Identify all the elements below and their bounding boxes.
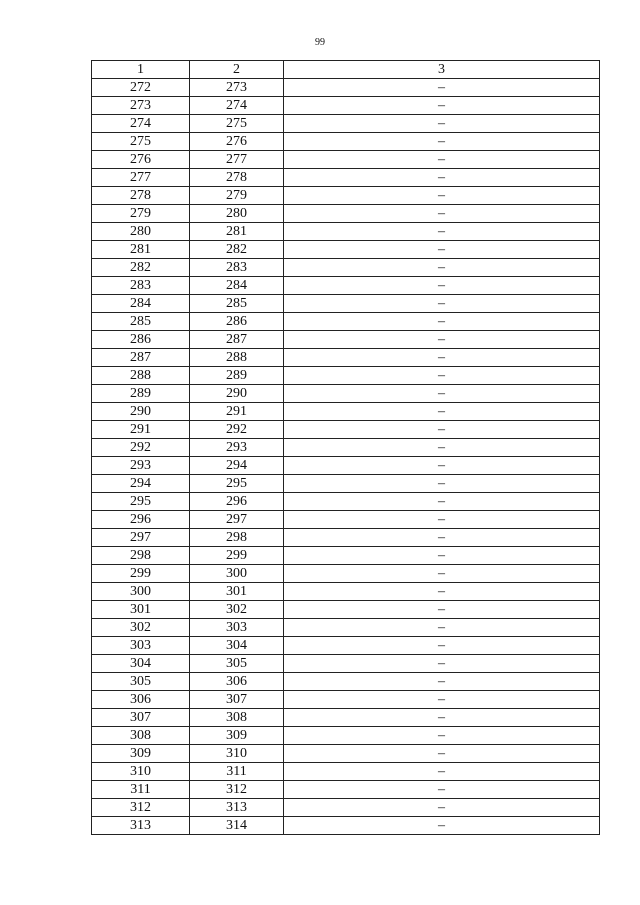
table-cell-col-1: 295 <box>92 493 190 511</box>
table-row <box>92 511 600 529</box>
table-row <box>92 169 600 187</box>
table-cell-col-3: – <box>284 259 600 277</box>
table-cell-col-3: – <box>284 331 600 349</box>
table-cell-col-1: 275 <box>92 133 190 151</box>
table-cell-col-1: 309 <box>92 745 190 763</box>
table-cell-col-2: 283 <box>190 259 284 277</box>
table-row <box>92 691 600 709</box>
table-cell-col-2: 278 <box>190 169 284 187</box>
table-cell-col-2: 310 <box>190 745 284 763</box>
table-cell-col-2: 309 <box>190 727 284 745</box>
table-cell-col-1: 287 <box>92 349 190 367</box>
table-row <box>92 97 600 115</box>
table-cell-col-3: – <box>284 313 600 331</box>
table-cell-col-3: – <box>284 511 600 529</box>
table-row <box>92 457 600 475</box>
table-row <box>92 349 600 367</box>
table-cell-col-2: 302 <box>190 601 284 619</box>
data-table <box>91 60 600 835</box>
table-cell-col-3: – <box>284 97 600 115</box>
table-cell-col-3: – <box>284 187 600 205</box>
table-cell-col-3: – <box>284 115 600 133</box>
table-cell-col-2: 308 <box>190 709 284 727</box>
table-cell-col-2: 276 <box>190 133 284 151</box>
table-row <box>92 619 600 637</box>
table-cell-col-1: 296 <box>92 511 190 529</box>
table-cell-col-2: 300 <box>190 565 284 583</box>
table-cell-col-2: 284 <box>190 277 284 295</box>
table-cell-col-1: 308 <box>92 727 190 745</box>
table-cell-col-3: – <box>284 349 600 367</box>
table-cell-col-3: – <box>284 745 600 763</box>
table-cell-col-1: 284 <box>92 295 190 313</box>
table-cell-col-3: – <box>284 799 600 817</box>
table-cell-col-3: – <box>284 619 600 637</box>
page-number: 99 <box>315 37 325 48</box>
table-cell-col-1: 290 <box>92 403 190 421</box>
table-row <box>92 493 600 511</box>
table-cell-col-2: 303 <box>190 619 284 637</box>
table-cell-col-3: – <box>284 727 600 745</box>
table-cell-col-2: 311 <box>190 763 284 781</box>
table-row <box>92 655 600 673</box>
table-row <box>92 151 600 169</box>
table-row <box>92 367 600 385</box>
table-cell-col-2: 304 <box>190 637 284 655</box>
table-cell-col-3: – <box>284 601 600 619</box>
table-cell-col-2: 314 <box>190 817 284 835</box>
table-row <box>92 133 600 151</box>
table-cell-col-1: 306 <box>92 691 190 709</box>
table-cell-col-1: 294 <box>92 475 190 493</box>
table-cell-col-2: 297 <box>190 511 284 529</box>
table-cell-col-1: 300 <box>92 583 190 601</box>
table-row <box>92 601 600 619</box>
table-cell-col-2: 273 <box>190 79 284 97</box>
table-row <box>92 637 600 655</box>
table-cell-col-1: 279 <box>92 205 190 223</box>
table-cell-col-2: 291 <box>190 403 284 421</box>
table-cell-col-3: – <box>284 133 600 151</box>
table-row <box>92 421 600 439</box>
table-row <box>92 115 600 133</box>
table-cell-col-3: – <box>284 169 600 187</box>
table-cell-col-1: 304 <box>92 655 190 673</box>
table-cell-col-2: 286 <box>190 313 284 331</box>
table-cell-col-3: – <box>284 295 600 313</box>
table-row <box>92 799 600 817</box>
table-cell-col-3: – <box>284 763 600 781</box>
table-cell-col-2: 299 <box>190 547 284 565</box>
table-row <box>92 223 600 241</box>
table-cell-col-3: – <box>284 475 600 493</box>
table-row <box>92 259 600 277</box>
table-cell-col-2: 290 <box>190 385 284 403</box>
table-cell-col-1: 273 <box>92 97 190 115</box>
table-cell-col-1: 292 <box>92 439 190 457</box>
table-cell-col-1: 303 <box>92 637 190 655</box>
table-cell-col-1: 305 <box>92 673 190 691</box>
table-cell-col-1: 285 <box>92 313 190 331</box>
table-row <box>92 277 600 295</box>
table-cell-col-3: – <box>284 691 600 709</box>
table-cell-col-3: – <box>284 385 600 403</box>
table-cell-col-2: 313 <box>190 799 284 817</box>
table-cell-col-2: 301 <box>190 583 284 601</box>
table-cell-col-2: 281 <box>190 223 284 241</box>
table-cell-col-3: – <box>284 79 600 97</box>
table-cell-col-2: 277 <box>190 151 284 169</box>
table-cell-col-2: 282 <box>190 241 284 259</box>
table-cell-col-3: – <box>284 241 600 259</box>
table-cell-col-1: 301 <box>92 601 190 619</box>
table-row <box>92 241 600 259</box>
table-cell-col-2: 288 <box>190 349 284 367</box>
table-row <box>92 565 600 583</box>
table-cell-col-3: – <box>284 205 600 223</box>
table-cell-col-1: 297 <box>92 529 190 547</box>
table-cell-col-1: 288 <box>92 367 190 385</box>
table-cell-col-3: – <box>284 367 600 385</box>
table-header <box>92 61 600 79</box>
table-cell-col-3: – <box>284 547 600 565</box>
table-cell-col-1: 313 <box>92 817 190 835</box>
table-cell-col-1: 278 <box>92 187 190 205</box>
table-row <box>92 205 600 223</box>
table-cell-col-2: 298 <box>190 529 284 547</box>
table-cell-col-1: 291 <box>92 421 190 439</box>
table-cell-col-2: 306 <box>190 673 284 691</box>
table-cell-col-1: 280 <box>92 223 190 241</box>
table-cell-col-3: – <box>284 277 600 295</box>
table-cell-col-1: 289 <box>92 385 190 403</box>
table-cell-col-1: 282 <box>92 259 190 277</box>
table-row <box>92 547 600 565</box>
header-row <box>92 61 600 79</box>
table-cell-col-3: – <box>284 673 600 691</box>
table-cell-col-3: – <box>284 709 600 727</box>
table-row <box>92 439 600 457</box>
table-row <box>92 331 600 349</box>
table-row <box>92 781 600 799</box>
table-row <box>92 313 600 331</box>
table-cell-col-2: 292 <box>190 421 284 439</box>
table-row <box>92 745 600 763</box>
table-cell-col-2: 294 <box>190 457 284 475</box>
table-row <box>92 727 600 745</box>
table-cell-col-2: 295 <box>190 475 284 493</box>
table-cell-col-2: 293 <box>190 439 284 457</box>
table-cell-col-3: – <box>284 493 600 511</box>
table-cell-col-1: 283 <box>92 277 190 295</box>
table-cell-col-1: 276 <box>92 151 190 169</box>
table-cell-col-3: – <box>284 529 600 547</box>
table-cell-col-1: 307 <box>92 709 190 727</box>
table-row <box>92 385 600 403</box>
table-cell-col-3: – <box>284 583 600 601</box>
table-cell-col-1: 312 <box>92 799 190 817</box>
table-cell-col-1: 311 <box>92 781 190 799</box>
table-cell-col-2: 307 <box>190 691 284 709</box>
table-cell-col-3: – <box>284 439 600 457</box>
table-cell-col-1: 272 <box>92 79 190 97</box>
table-row <box>92 529 600 547</box>
table-cell-col-3: – <box>284 457 600 475</box>
table-cell-col-2: 285 <box>190 295 284 313</box>
table-cell-col-1: 277 <box>92 169 190 187</box>
table-cell-col-3: – <box>284 655 600 673</box>
table-body <box>92 79 600 835</box>
table-cell-col-2: 305 <box>190 655 284 673</box>
table-row <box>92 403 600 421</box>
table-row <box>92 817 600 835</box>
table-row <box>92 475 600 493</box>
column-header-1: 1 <box>92 61 190 79</box>
table-cell-col-1: 299 <box>92 565 190 583</box>
table-cell-col-2: 289 <box>190 367 284 385</box>
table-cell-col-1: 310 <box>92 763 190 781</box>
table-row <box>92 673 600 691</box>
table-row <box>92 295 600 313</box>
table-cell-col-2: 279 <box>190 187 284 205</box>
table-row <box>92 763 600 781</box>
table-cell-col-3: – <box>284 565 600 583</box>
table-cell-col-3: – <box>284 637 600 655</box>
table-cell-col-2: 275 <box>190 115 284 133</box>
column-header-3: 3 <box>284 61 600 79</box>
table-cell-col-2: 296 <box>190 493 284 511</box>
table-row <box>92 583 600 601</box>
table-cell-col-1: 286 <box>92 331 190 349</box>
table-row <box>92 79 600 97</box>
column-header-2: 2 <box>190 61 284 79</box>
table-row <box>92 709 600 727</box>
table-cell-col-1: 302 <box>92 619 190 637</box>
table-cell-col-1: 274 <box>92 115 190 133</box>
table-cell-col-2: 274 <box>190 97 284 115</box>
table-cell-col-2: 312 <box>190 781 284 799</box>
table-cell-col-3: – <box>284 817 600 835</box>
table-cell-col-3: – <box>284 403 600 421</box>
table-cell-col-3: – <box>284 421 600 439</box>
table-cell-col-1: 298 <box>92 547 190 565</box>
table-cell-col-3: – <box>284 223 600 241</box>
table-cell-col-1: 281 <box>92 241 190 259</box>
table-row <box>92 187 600 205</box>
table-cell-col-3: – <box>284 781 600 799</box>
table-cell-col-1: 293 <box>92 457 190 475</box>
table-cell-col-2: 280 <box>190 205 284 223</box>
table-cell-col-3: – <box>284 151 600 169</box>
table-cell-col-2: 287 <box>190 331 284 349</box>
